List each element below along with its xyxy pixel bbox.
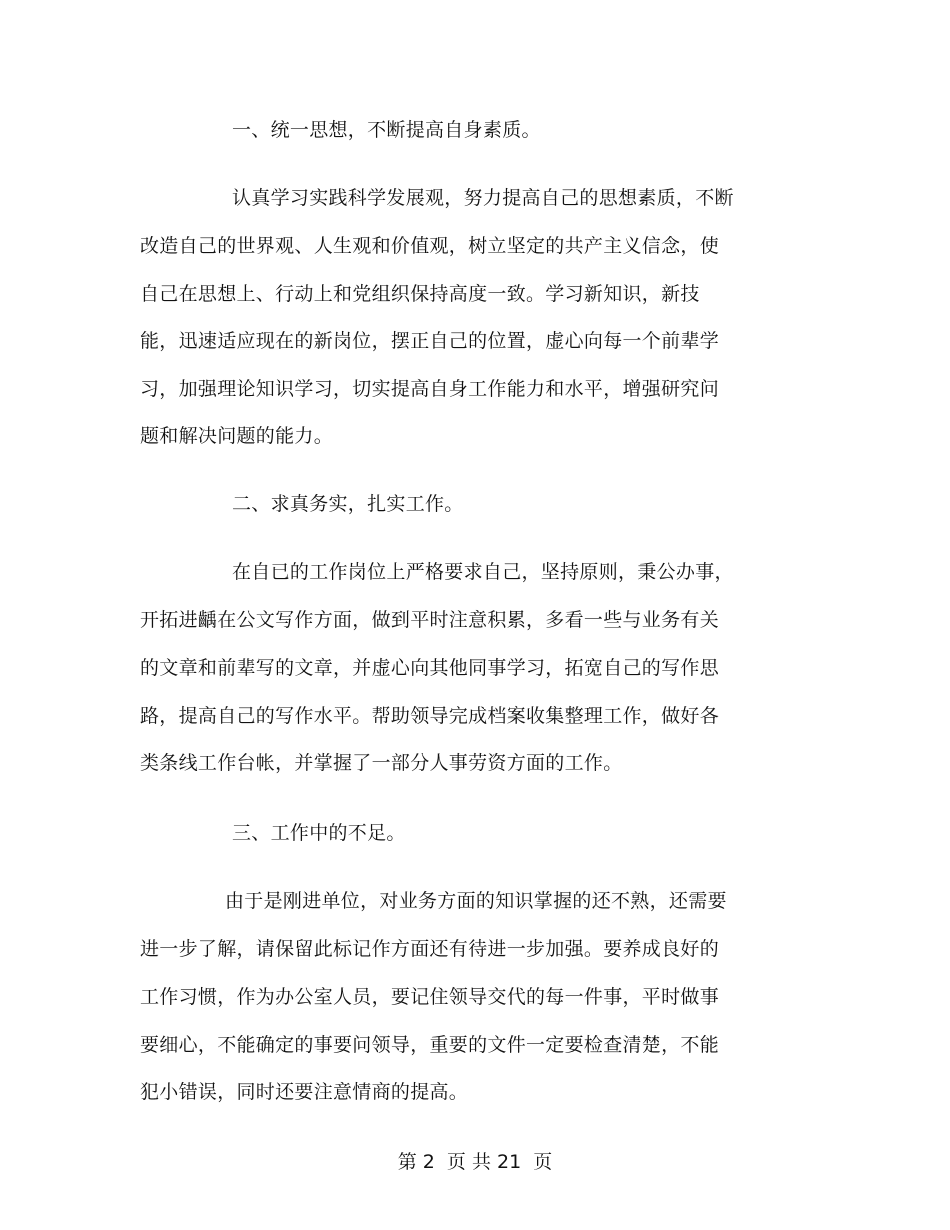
- paragraph-line: 改造自己的世界观、人生观和价值观，树立坚定的共产主义信念，使: [140, 235, 720, 257]
- paragraph-line: 类条线工作台帐，并掌握了一部分人事劳资方面的工作。: [140, 752, 623, 774]
- paragraph-line: 路，提高自己的写作水平。帮助领导完成档案收集整理工作，做好各: [140, 705, 720, 727]
- paragraph-line: 自己在思想上、行动上和党组织保持高度一致。学习新知识，新技: [140, 283, 700, 305]
- paragraph-line: 由于是刚进单位，对业务方面的知识掌握的还不熟，还需要: [225, 890, 727, 912]
- page-number-footer: 第 2 页 共 21 页: [397, 1151, 553, 1173]
- paragraph-line: 犯小错误，同时还要注意情商的提高。: [140, 1081, 469, 1103]
- paragraph-line: 在自已的工作岗位上严格要求自己，坚持原则，秉公办事，: [232, 561, 734, 583]
- section-heading-3: 三、工作中的不足。: [232, 822, 406, 844]
- paragraph-line: 开拓进齲在公文写作方面，做到平时注意积累，多看一些与业务有关: [140, 609, 720, 631]
- paragraph-line: 习，加强理论知识学习，切实提高自身工作能力和水平，增强研究问: [140, 378, 720, 400]
- paragraph-line: 工作习惯，作为办公室人员，要记住领导交代的每一件事，平时做事: [140, 986, 720, 1008]
- section-heading-1: 一、统一思想，不断提高自身素质。: [232, 119, 541, 141]
- section-heading-2: 二、求真务实，扎实工作。: [232, 493, 464, 515]
- paragraph-line: 的文章和前辈写的文章，并虚心向其他同事学习，拓宽自己的写作思: [140, 657, 720, 679]
- paragraph-line: 认真学习实践科学发展观，努力提高自己的思想素质，不断: [232, 187, 734, 209]
- paragraph-line: 进一步了解，请保留此标记作方面还有待进一步加强。要养成良好的: [140, 938, 720, 960]
- paragraph-line: 题和解决问题的能力。: [140, 425, 334, 447]
- paragraph-line: 能，迅速适应现在的新岗位，摆正自己的位置，虚心向每一个前辈学: [140, 330, 720, 352]
- paragraph-line: 要细心，不能确定的事要问领导，重要的文件一定要检查清楚，不能: [140, 1034, 720, 1056]
